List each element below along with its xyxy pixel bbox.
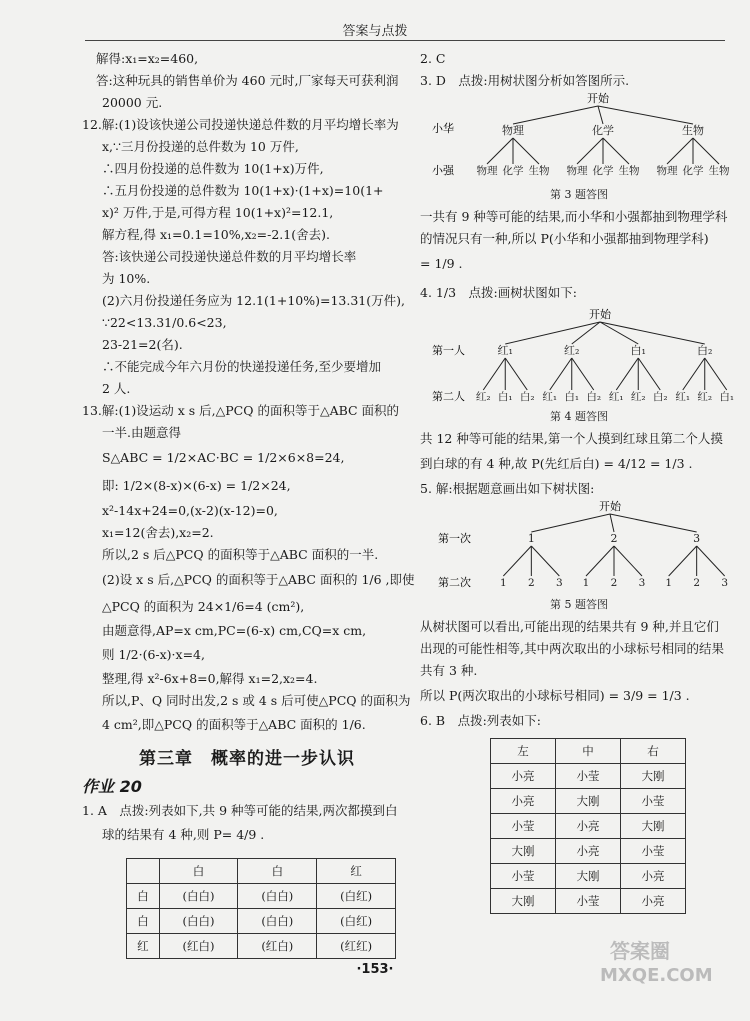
table-cell: 右 [621,739,686,764]
tree-branch [683,358,705,390]
text-line: 所以 P(两次取出的小球标号相同) = 3/9 = 1/3 . [420,688,690,703]
text-line: 则 1/2·(6-x)·x=4, [102,647,205,662]
table-cell: 小莹 [621,839,686,864]
watermark-url: MXQE.COM [600,965,713,986]
text-line: 一半.由题意得 [102,425,181,440]
table-cell: 大刚 [556,864,621,889]
tree-branch [586,546,614,576]
page-number: ·153· [356,962,394,977]
text-line: 解方程,得 x₁=0.1=10%,x₂=-2.1(舍去). [102,227,330,242]
tree-node: 3 [693,532,701,545]
text-line: 23-21=2(名). [102,337,183,352]
table-cell: 红 [317,859,396,884]
tree-branch [483,358,505,390]
tree-branch [610,514,697,532]
table-cell: (白红) [317,909,396,934]
text-line: 由题意得,AP=x cm,PC=(6-x) cm,CQ=x cm, [102,623,367,638]
text-line: 3. D 点拨:用树状图分析如答图所示. [420,73,630,88]
tree-node: 白₂ [519,391,535,403]
tree-node: 2 [527,577,535,589]
figure-caption: 第 3 题答图 [550,188,608,201]
tree-branch [550,358,572,390]
right-column [420,48,738,914]
tree-branch [531,546,559,576]
tree-node: 化学 [592,124,614,137]
text-line: 答:该快递公司投递快递总件数的月平均增长率 [102,249,357,264]
text-line: S△ABC = 1/2×AC·BC = 1/2×6×8=24, [102,450,345,465]
tree-branch [513,138,539,164]
table-cell: 大刚 [491,889,556,914]
figure-caption: 第 4 题答图 [550,410,608,423]
table-cell: 白 [159,859,238,884]
text-line: 即: 1/2×(8-x)×(6-x) = 1/2×24, [102,478,291,493]
table-cell: 大刚 [621,814,686,839]
tree-node: 白₁ [719,391,735,403]
table-header-row [491,739,686,764]
table-cell: 小亮 [556,839,621,864]
text-line: 2 人. [102,381,131,396]
text-line: 出现的可能性相等,其中两次取出的小球标号相同的结果 [420,641,724,656]
text-line: x²-14x+24=0,(x-2)(x-12)=0, [102,503,278,518]
tree-node: 化学 [502,165,524,177]
table-cell: 小莹 [491,814,556,839]
table-row [127,934,396,959]
table-row [491,789,686,814]
tree-branch [603,138,629,164]
tree-node: 1 [582,577,590,589]
tree-node: 1 [499,577,507,589]
tree-node: 红₂ [564,344,580,357]
table-cell: 小亮 [491,789,556,814]
tree-branch [598,106,603,124]
figure-caption: 第 5 题答图 [550,598,608,611]
tree-node: 白₂ [652,391,668,403]
table-cell: 大刚 [556,789,621,814]
text-line: 共 12 种等可能的结果,第一个人摸到红球且第二个人摸 [420,431,723,446]
tree-node: 物理 [566,165,588,177]
text-line: 1. A 点拨:列表如下,共 9 种等可能的结果,两次都摸到白 [82,803,398,818]
text-line: 5. 解:根据题意画出如下树状图: [420,481,595,496]
tree-node: 生物 [708,165,730,177]
tree-row-label: 第一人 [432,344,465,357]
table-cell: 小亮 [491,764,556,789]
tree-node: 物理 [476,165,498,177]
tree-branch [505,358,527,390]
text-line: 所以,2 s 后△PCQ 的面积等于△ABC 面积的一半. [102,547,379,562]
watermark-logo: 答案圈 [610,939,670,963]
tree-node: 1 [527,532,535,545]
tree-row-label: 小华 [432,122,454,135]
table-cell: (白红) [317,884,396,909]
chapter-title: 第三章 概率的进一步认识 [139,749,355,769]
tree-node: 生物 [528,165,550,177]
text-line: 4. 1/3 点拨:画树状图如下: [420,285,577,300]
tree-node: 白₁ [497,391,513,403]
tree-node: 生物 [682,124,704,137]
text-line: x)² 万件,于是,可得方程 10(1+x)²=12.1, [102,205,334,220]
text-line: ∴不能完成今年六月份的快递投递任务,至少要增加 [102,359,381,374]
tree-branch [616,358,638,390]
text-line: 所以,P、Q 同时出发,2 s 或 4 s 后可使△PCQ 的面积为 [102,693,411,708]
tree-node: 红₁ [497,344,513,357]
table-cell: 白 [238,859,317,884]
table-cell: 小莹 [491,864,556,889]
tree-node: 红₂ [630,391,646,403]
tree-node: 物理 [502,124,524,137]
table-cell: 小亮 [621,889,686,914]
table-row [491,839,686,864]
table-header-row [127,859,396,884]
text-line: 6. B 点拨:列表如下: [420,713,542,728]
table-cell: (红红) [317,934,396,959]
text-line: 共有 3 种. [420,663,478,678]
text-line: (2)设 x s 后,△PCQ 的面积等于△ABC 面积的 1/6 ,即使 [102,572,415,587]
tree-branch [572,358,594,390]
table-cell: 白 [127,884,160,909]
text-line: 一共有 9 种等可能的结果,而小华和小强都抽到物理学科 [420,209,728,224]
text-line: 从树状图可以看出,可能出现的结果共有 9 种,并且它们 [420,619,719,634]
table-cell: (白白) [238,884,317,909]
text-line: 20000 元. [102,95,163,110]
text-line: 的情况只有一种,所以 P(小华和小强都抽到物理学科) [420,231,709,246]
text-line: x₁=12(舍去),x₂=2. [102,525,214,540]
tree-root: 开始 [599,500,621,513]
tree-branch [667,138,693,164]
tree-node: 红₂ [697,391,713,403]
tree-row-label: 小强 [432,164,454,177]
tree-node: 2 [610,532,618,545]
tree-branch [598,106,693,124]
text-line: ∴四月份投递的总件数为 10(1+x)万件, [102,161,324,176]
text-line: ∵22<13.31/0.6<23, [102,315,227,330]
tree-node: 2 [693,577,701,589]
tree-branch [614,546,642,576]
left-column [82,48,415,959]
text-line: 为 10%. [102,271,151,286]
table-row [491,814,686,839]
tree-branch [577,138,603,164]
tree-root: 开始 [589,308,611,321]
table-row [491,764,686,789]
tree-node: 白₂ [697,344,713,357]
table-cell: 大刚 [491,839,556,864]
tree-branch [503,546,531,576]
tree-node: 3 [638,577,646,589]
tree-node: 红₁ [675,391,691,403]
text-line: 13.解:(1)设运动 x s 后,△PCQ 的面积等于△ABC 面积的 [82,403,400,418]
table-cell: (白白) [159,884,238,909]
text-line: 到白球的有 4 种,故 P(先红后白) = 4/12 = 1/3 . [420,456,693,471]
tree-node: 3 [721,577,729,589]
table-cell: 小莹 [556,889,621,914]
tree-node: 白₁ [564,391,580,403]
tree-branch [610,514,614,532]
tree-row-label: 第二次 [438,576,471,589]
tree-node: 红₁ [608,391,624,403]
table-cell: 白 [127,909,160,934]
tree-branch [600,322,638,344]
text-line: ∴五月份投递的总件数为 10(1+x)·(1+x)=10(1+ [102,183,384,198]
tree-row-label: 第一次 [438,532,471,545]
text-line: 答:这种玩具的销售单价为 460 元时,厂家每天可获利润 [96,73,399,88]
tree-diagram-q3 [420,92,738,188]
table-cell: 小亮 [556,814,621,839]
tree-branch [693,138,719,164]
tree-node: 3 [555,577,563,589]
table-row [127,909,396,934]
tree-node: 生物 [618,165,640,177]
table-cell: (白白) [159,909,238,934]
table-row [491,889,686,914]
tree-branch [600,322,705,344]
tree-diagram-q5 [420,500,738,596]
tree-node: 白₂ [586,391,602,403]
tree-node: 2 [610,577,618,589]
tree-node: 1 [665,577,673,589]
tree-branch [531,514,610,532]
text-line: 2. C [420,51,446,66]
text-line: (2)六月份投递任务应为 12.1(1+10%)=13.31(万件), [102,293,405,308]
table-cell [127,859,160,884]
probability-table-q1 [126,858,396,959]
text-line: 4 cm²,即△PCQ 的面积等于△ABC 面积的 1/6. [102,717,366,732]
table-cell: (红白) [238,934,317,959]
tree-branch [705,358,727,390]
text-line: 解得:x₁=x₂=460, [96,51,199,66]
tree-branch [669,546,697,576]
tree-node: 红₁ [542,391,558,403]
tree-branch [487,138,513,164]
tree-branch [697,546,725,576]
text-line: 整理,得 x²-6x+8=0,解得 x₁=2,x₂=4. [102,671,318,686]
table-cell: (白白) [238,909,317,934]
table-cell: 小亮 [621,864,686,889]
table-cell: 中 [556,739,621,764]
tree-node: 化学 [592,165,614,177]
table-cell: 红 [127,934,160,959]
text-line: △PCQ 的面积为 24×1/6=4 (cm²), [102,599,305,614]
table-cell: (红白) [159,934,238,959]
text-line: 球的结果有 4 种,则 P= 4/9 . [102,827,265,842]
table-row [127,884,396,909]
homework-title: 作业 20 [82,777,142,796]
tree-node: 化学 [682,165,704,177]
table-cell: 小莹 [556,764,621,789]
tree-branch [638,358,660,390]
tree-row-label: 第二人 [432,390,465,403]
text-line: = 1/9 . [420,256,463,271]
table-cell: 小莹 [621,789,686,814]
header-divider [85,40,725,41]
tree-root: 开始 [587,92,609,105]
tree-node: 红₂ [475,391,491,403]
text-line: x,∵三月份投递的总件数为 10 万件, [102,139,299,154]
arrangement-table-q6 [490,738,686,914]
page-header-title: 答案与点拨 [342,24,408,39]
text-line: 12.解:(1)设该快递公司投递快递总件数的月平均增长率为 [82,117,399,132]
tree-node: 白₁ [630,344,646,357]
tree-branch [513,106,598,124]
table-cell: 左 [491,739,556,764]
table-cell: 大刚 [621,764,686,789]
tree-node: 物理 [656,165,678,177]
tree-diagram-q4 [420,308,738,408]
table-row [491,864,686,889]
